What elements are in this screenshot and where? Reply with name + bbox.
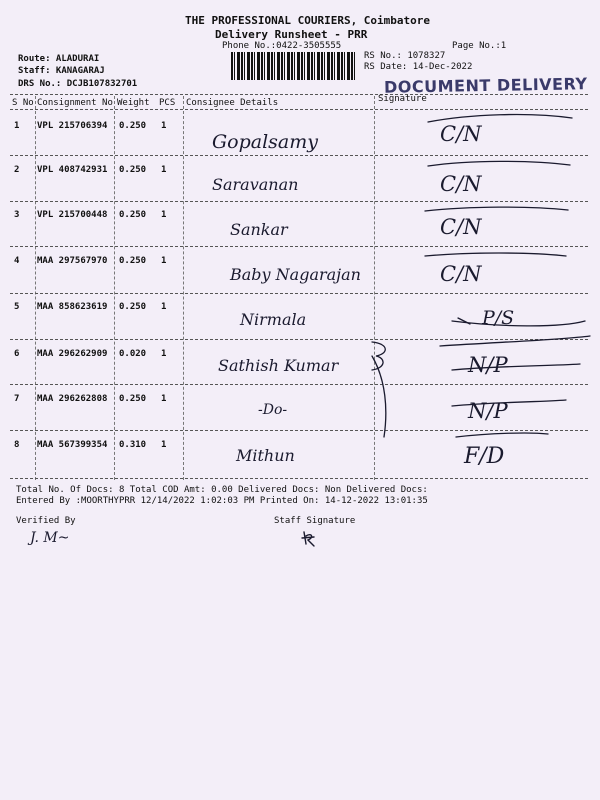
col-weight: Weight [117,98,150,108]
row-consignment: MAA 858623619 [37,302,108,312]
row-pcs: 1 [161,302,167,312]
row-consignment: VPL 408742931 [37,165,108,175]
row-pcs: 1 [161,256,167,266]
row-weight: 0.250 [119,121,147,131]
row-consignee: Nirmala [240,310,307,329]
row-consignment: MAA 567399354 [37,440,108,450]
row-pcs: 1 [161,440,167,450]
col-consignment: Consignment No [37,98,113,108]
row-weight: 0.250 [119,165,147,175]
phone-number: Phone No.:0422-3505555 [222,41,342,51]
row-consignment: MAA 296262909 [37,349,108,359]
col-sno: S No [12,98,34,108]
row-sno: 7 [14,394,20,404]
row-consignee: Saravanan [212,175,299,194]
row-consignee: Mithun [236,446,295,465]
staff-signature-label: Staff Signature [274,516,356,526]
row-pcs: 1 [161,165,167,175]
entered-by-line: Entered By :MOORTHYPRR 12/14/2022 1:02:03 PM Printed On: 14-12-2022 13:01:35 [16,496,428,506]
row-sno: 5 [14,302,20,312]
row-pcs: 1 [161,210,167,220]
col-consignee: Consignee Details [186,98,279,108]
summary-line: Total No. Of Docs: 8 Total COD Amt: 0.00 Delivered Docs: Non Delivered Docs: [16,485,428,495]
row-consignee: -Do- [258,402,288,418]
row-consignment: VPL 215706394 [37,121,108,131]
verified-by-label: Verified By [16,516,76,526]
rs-number: RS No.: 1078327 [364,51,446,61]
row-sno: 4 [14,256,20,266]
row-consignee: Baby Nagarajan [230,265,361,284]
row-consignee: Gopalsamy [212,131,319,153]
row-consignee: Sathish Kumar [218,356,339,375]
row-pcs: 1 [161,349,167,359]
row-weight: 0.020 [119,349,147,359]
rs-date: RS Date: 14-Dec-2022 [364,62,473,72]
row-signature: N/P [468,399,508,423]
row-consignment: VPL 215700448 [37,210,108,220]
row-signature: C/N [440,262,482,286]
row-signature: P/S [482,307,515,329]
col-pcs: PCS [159,98,176,108]
row-consignment: MAA 296262808 [37,394,108,404]
row-consignment: MAA 297567970 [37,256,108,266]
company-name: THE PROFESSIONAL COURIERS, Coimbatore [185,14,431,27]
route: Route: ALADURAI [18,54,100,64]
row-weight: 0.310 [119,440,147,450]
staff-signature-mark [300,528,320,548]
row-sno: 8 [14,440,20,450]
row-weight: 0.250 [119,302,147,312]
drs-number: DRS No.: DCJB107832701 [18,79,138,89]
row-sno: 2 [14,165,20,175]
row-pcs: 1 [161,121,167,131]
page-number: Page No.:1 [452,41,507,51]
verified-initials: J. M~ [30,530,70,546]
row-pcs: 1 [161,394,167,404]
row-signature: N/P [468,353,508,377]
row-weight: 0.250 [119,210,147,220]
staff: Staff: KANAGARAJ [18,66,105,76]
row-sno: 3 [14,210,20,220]
row-consignee: Sankar [230,220,288,239]
row-signature: C/N [440,215,482,239]
row-sno: 1 [14,121,20,131]
row-weight: 0.250 [119,394,147,404]
col-signature: Signature [378,94,427,104]
row-sno: 6 [14,349,20,359]
document-delivery-stamp: DOCUMENT DELIVERY [383,74,588,97]
row-weight: 0.250 [119,256,147,266]
row-signature: C/N [440,122,482,146]
row-signature: C/N [440,172,482,196]
runsheet-title: Delivery Runsheet - PRR [215,28,368,41]
row-signature: F/D [464,444,505,469]
